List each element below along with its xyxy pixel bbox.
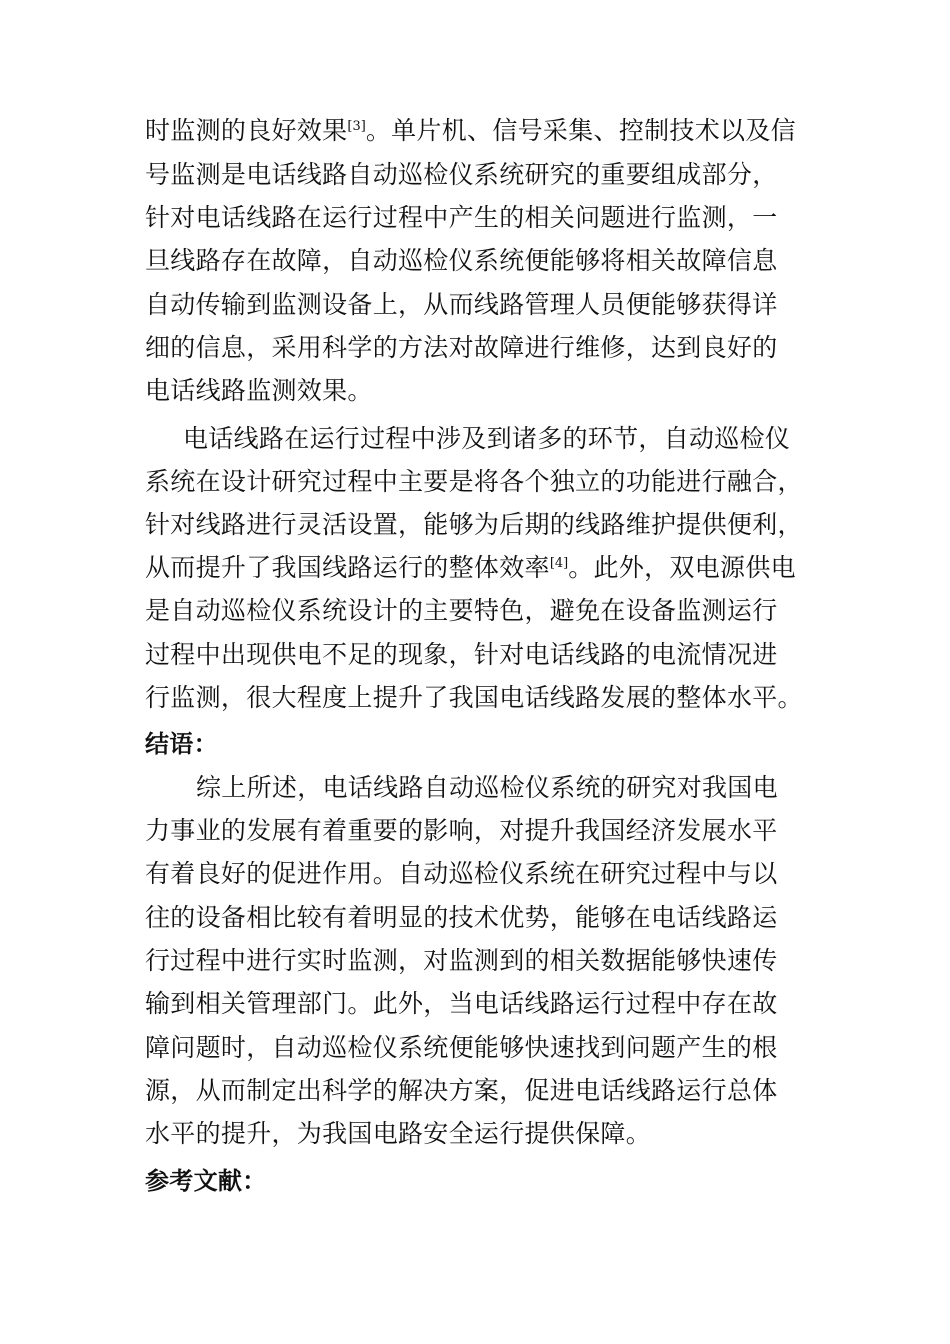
paragraph-2-line-2: 系统在设计研究过程中主要是将各个独立的功能进行融合， — [145, 467, 803, 496]
paragraph-1-line-5: 自动传输到监测设备上，从而线路管理人员便能够获得详 — [145, 290, 778, 319]
paragraph-1-line-3: 针对电话线路在运行过程中产生的相关问题进行监测，一 — [145, 203, 778, 232]
paragraph-2-line-7: 行监测，很大程度上提升了我国电话线路发展的整体水平。 — [145, 683, 803, 712]
text-run: 从而提升了我国线路运行的整体效率 — [145, 553, 550, 582]
text-run: 时监测的良好效果 — [145, 116, 348, 145]
paragraph-3-line-6: 输到相关管理部门。此外，当电话线路运行过程中存在故 — [145, 989, 778, 1018]
paragraph-3-line-9: 水平的提升，为我国电路安全运行提供保障。 — [145, 1119, 652, 1148]
paragraph-2-line-4 — [145, 553, 796, 583]
paragraph-3-line-1: 综上所述，电话线路自动巡检仪系统的研究对我国电 — [196, 773, 778, 802]
text-run: 。单片机、信号采集、控制技术以及信 — [365, 116, 796, 145]
paragraph-1-line-4: 旦线路存在故障，自动巡检仪系统便能够将相关故障信息 — [145, 246, 778, 275]
paragraph-3-line-7: 障问题时，自动巡检仪系统便能够快速找到问题产生的根 — [145, 1033, 778, 1062]
paragraph-2-line-3: 针对线路进行灵活设置，能够为后期的线路维护提供便利， — [145, 510, 803, 539]
paragraph-1-line-2: 号监测是电话线路自动巡检仪系统研究的重要组成部分， — [145, 160, 778, 189]
paragraph-3-line-4: 往的设备相比较有着明显的技术优势，能够在电话线路运 — [145, 903, 778, 932]
paragraph-1-line-6: 细的信息，采用科学的方法对故障进行维修，达到良好的 — [145, 333, 778, 362]
paragraph-3-line-5: 行过程中进行实时监测，对监测到的相关数据能够快速传 — [145, 946, 778, 975]
references-heading: 参考文献： — [145, 1167, 267, 1195]
text-run: 。此外，双电源供电 — [568, 553, 796, 582]
paragraph-2-line-6: 过程中出现供电不足的现象，针对电话线路的电流情况进 — [145, 640, 778, 669]
paragraph-1-line-7: 电话线路监测效果。 — [145, 376, 373, 405]
citation-marker: [4] — [549, 556, 569, 571]
conclusion-heading: 结语： — [145, 730, 218, 758]
citation-marker: [3] — [347, 119, 366, 134]
paragraph-2-line-5: 是自动巡检仪系统设计的主要特色，避免在设备监测运行 — [145, 596, 778, 625]
paragraph-3-line-2: 力事业的发展有着重要的影响，对提升我国经济发展水平 — [145, 816, 778, 845]
paragraph-3-line-8: 源，从而制定出科学的解决方案，促进电话线路运行总体 — [145, 1076, 778, 1105]
paragraph-3-line-3: 有着良好的促进作用。自动巡检仪系统在研究过程中与以 — [145, 859, 778, 888]
paragraph-1-line-1 — [145, 116, 796, 146]
paragraph-2-line-1: 电话线路在运行过程中涉及到诸多的环节，自动巡检仪 — [183, 424, 791, 453]
